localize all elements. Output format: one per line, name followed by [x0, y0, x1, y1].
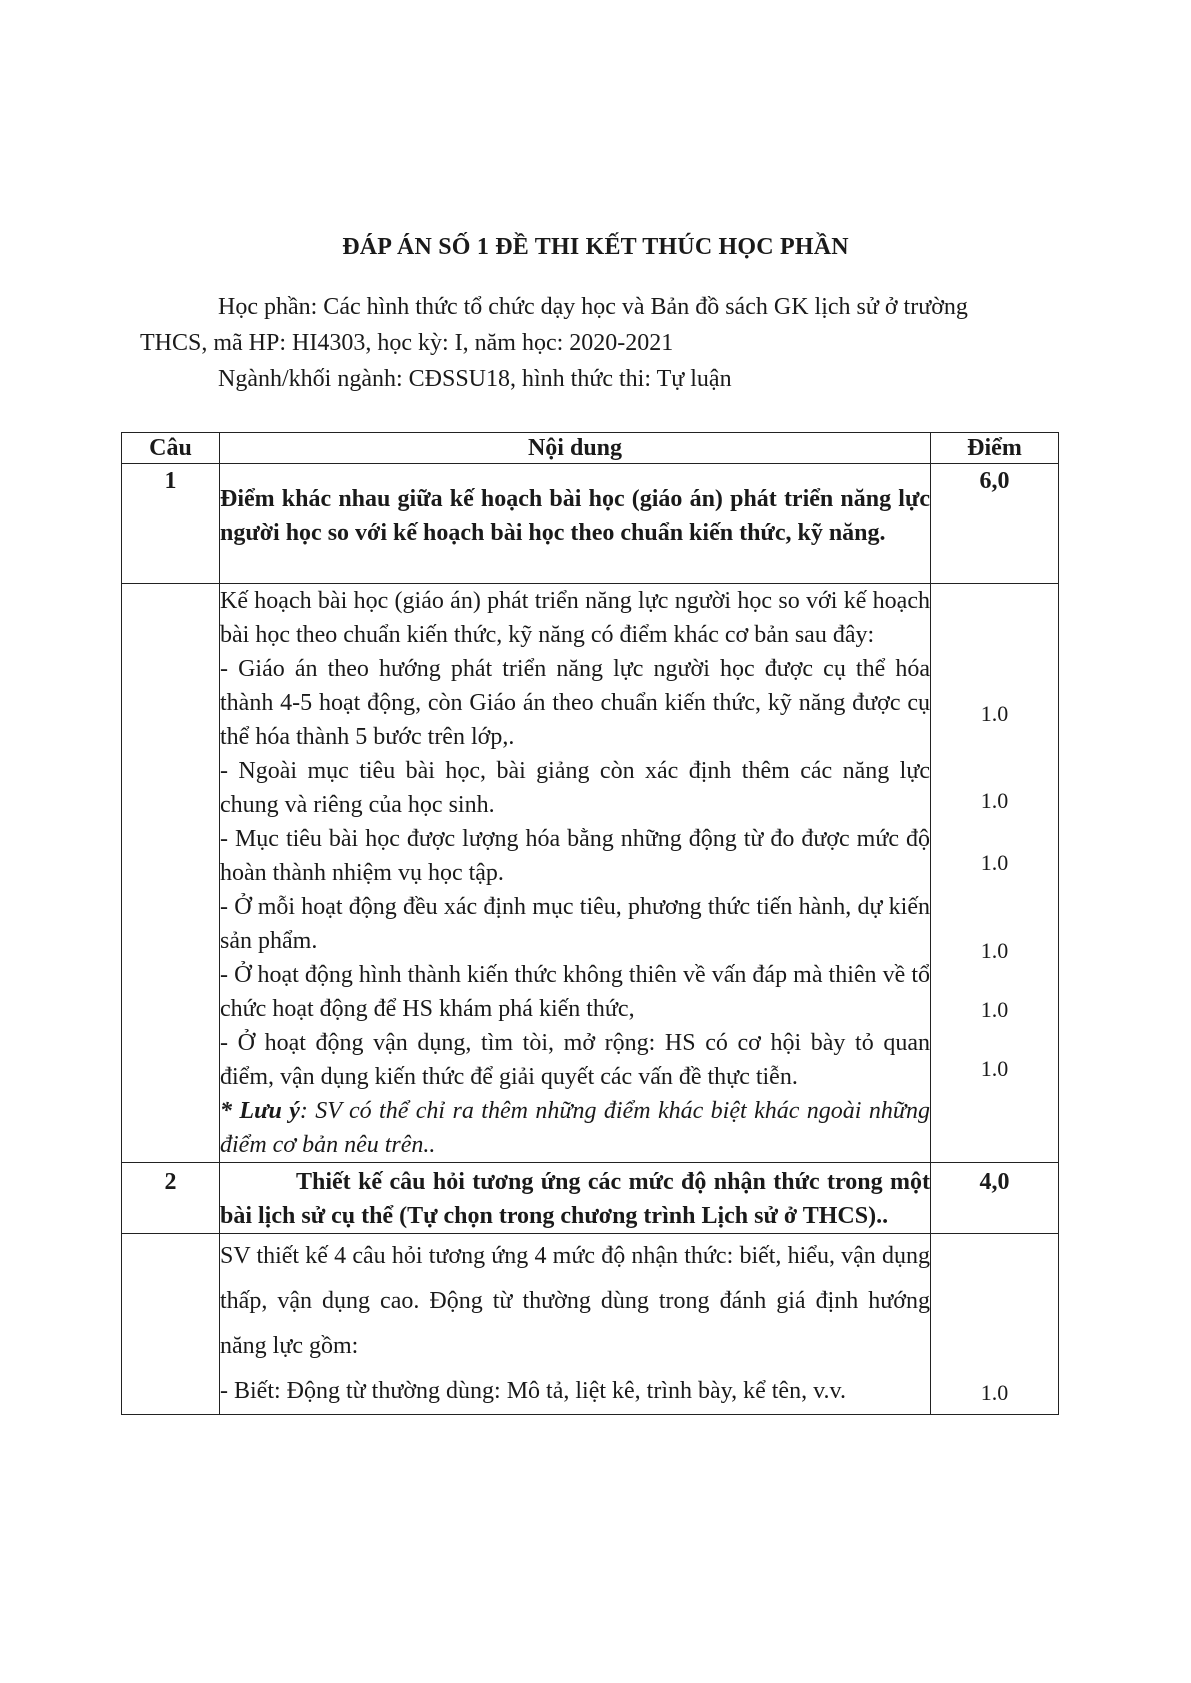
item-points: 1.0: [980, 1380, 1009, 1405]
table-row: [122, 584, 1059, 1163]
answer-item: - Mục tiêu bài học được lượng hóa bằng những động từ đo được mức độ hoàn thành nhiệm vụ học tập.: [220, 826, 930, 886]
answer-table: [121, 432, 1059, 1415]
table-row: [122, 1163, 1059, 1234]
answer-intro: Kế hoạch bài học (giáo án) phát triển năng lực người học so với kế hoạch bài học theo chuẩn kiến thức, kỹ năng có điểm khác cơ bản sau đây:: [220, 588, 930, 648]
table-header-row: [122, 433, 1059, 464]
header-content: Nội dung: [220, 433, 931, 464]
note-text: : SV có thể chỉ ra thêm những điểm khác biệt khác ngoài những điểm cơ bản nêu trên..: [220, 1098, 930, 1158]
empty-cell: [122, 584, 220, 1163]
course-code-line: THCS, mã HP: HI4303, học kỳ: I, năm học: 2020-2021: [140, 330, 674, 356]
note-label: * Lưu ý: [220, 1098, 300, 1124]
course-line: Học phần: Các hình thức tổ chức dạy học và Bản đồ sách GK lịch sử ở trường: [218, 294, 968, 320]
answer-intro: SV thiết kế 4 câu hỏi tương ứng 4 mức độ nhận thức: biết, hiểu, vận dụng thấp, vận dụng cao. Động từ thường dùng trong đánh giá định hướng năng lực gồm:: [220, 1243, 930, 1359]
answer-item: - Ở hoạt động vận dụng, tìm tòi, mở rộng: HS có cơ hội bày tỏ quan điểm, vận dụng kiến thức để giải quyết các vấn đề thực tiễn.: [220, 1030, 930, 1090]
question-text: Điểm khác nhau giữa kế hoạch bài học (giáo án) phát triển năng lực người học so với kế hoạch bài học theo chuẩn kiến thức, kỹ năng.: [220, 464, 931, 584]
major-line: Ngành/khối ngành: CĐSSU18, hình thức thi: Tự luận: [218, 366, 732, 392]
answer-item: - Biết: Động từ thường dùng: Mô tả, liệt kê, trình bày, kể tên, v.v.: [220, 1378, 846, 1404]
question-number: 1: [122, 464, 220, 584]
empty-cell: [122, 1234, 220, 1415]
question-score: 6,0: [931, 464, 1059, 584]
item-points: 1.0: [980, 938, 1009, 963]
header-question: Câu: [122, 433, 220, 464]
document-title: ĐÁP ÁN SỐ 1 ĐỀ THI KẾT THÚC HỌC PHẦN: [342, 234, 849, 260]
question-text: Thiết kế câu hỏi tương ứng các mức độ nhận thức trong một bài lịch sử cụ thể (Tự chọn trong chương trình Lịch sử ở THCS)..: [220, 1163, 931, 1234]
answer-item: - Ở mỗi hoạt động đều xác định mục tiêu, phương thức tiến hành, dự kiến sản phẩm.: [220, 894, 930, 954]
item-points: 1.0: [980, 850, 1009, 875]
answer-content: [220, 1234, 931, 1415]
question-number: 2: [122, 1163, 220, 1234]
answer-note: [220, 1094, 930, 1162]
table-row: [122, 1234, 1059, 1415]
item-points: 1.0: [980, 997, 1009, 1022]
answer-item: - Giáo án theo hướng phát triển năng lực người học được cụ thể hóa thành 4-5 hoạt động, còn Giáo án theo chuẩn kiến thức, kỹ năng được cụ thể hóa thành 5 bước trên lớp,.: [220, 656, 930, 750]
item-points: 1.0: [980, 788, 1009, 813]
header-score: Điểm: [931, 433, 1059, 464]
points-column: [931, 584, 1059, 1163]
question-score: 4,0: [931, 1163, 1059, 1234]
table-row: [122, 464, 1059, 584]
item-points: 1.0: [980, 701, 1009, 726]
answer-content: [220, 584, 931, 1163]
item-points: 1.0: [980, 1056, 1009, 1081]
answer-item: - Ở hoạt động hình thành kiến thức không thiên về vấn đáp mà thiên về tổ chức hoạt động để HS khám phá kiến thức,: [220, 962, 930, 1022]
answer-item: - Ngoài mục tiêu bài học, bài giảng còn xác định thêm các năng lực chung và riêng của học sinh.: [220, 758, 930, 818]
points-column: [931, 1234, 1059, 1415]
